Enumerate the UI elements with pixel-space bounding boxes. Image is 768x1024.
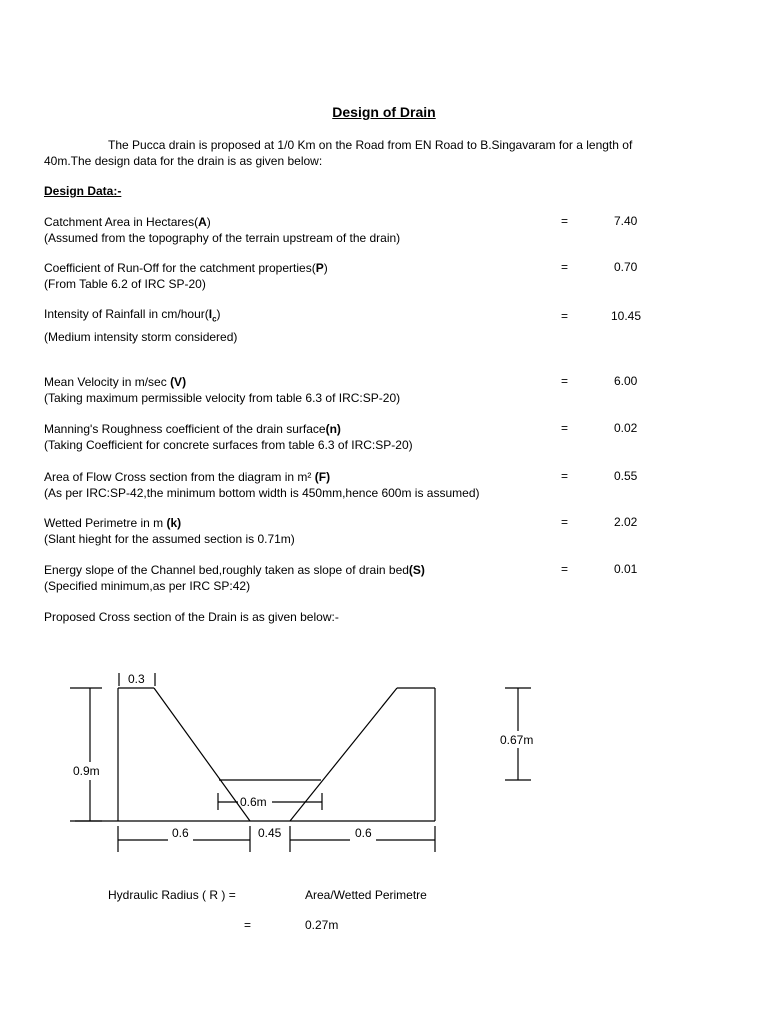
param-equals: = bbox=[561, 562, 569, 576]
hydraulic-radius-result: 0.27m bbox=[305, 918, 339, 932]
right-slope bbox=[290, 688, 397, 821]
hydraulic-radius-equals: = bbox=[244, 918, 252, 932]
param-mean-velocity bbox=[44, 374, 400, 406]
param-label: Catchment Area in Hectares( bbox=[44, 215, 199, 229]
param-equals: = bbox=[561, 469, 569, 483]
param-value: 10.45 bbox=[611, 309, 642, 323]
depth-label: 0.9m bbox=[73, 764, 100, 778]
param-energy-slope bbox=[44, 562, 425, 594]
param-equals: = bbox=[561, 260, 569, 274]
param-value: 2.02 bbox=[614, 515, 638, 529]
hydraulic-radius-formula: Area/Wetted Perimetre bbox=[305, 888, 427, 902]
param-symbol: I bbox=[208, 307, 213, 321]
param-symbol: (k) bbox=[166, 516, 182, 530]
param-label: Area of Flow Cross section from the diagram in m² bbox=[44, 470, 315, 484]
flow-depth-label: 0.67m bbox=[500, 733, 534, 747]
param-equals: = bbox=[561, 421, 569, 435]
intro-paragraph bbox=[44, 137, 644, 169]
param-label: Intensity of Rainfall in cm/hour( bbox=[44, 307, 209, 321]
intro-text: The Pucca drain is proposed at 1/0 Km on the Road from EN Road to B.Singavaram for a length of 40m.The design data for the drain is as given below: bbox=[44, 138, 633, 168]
param-label-end: ) bbox=[323, 261, 328, 275]
param-flow-area bbox=[44, 469, 480, 501]
param-equals: = bbox=[561, 374, 569, 388]
param-note: (Specified minimum,as per IRC SP:42) bbox=[44, 579, 251, 593]
param-label: Mean Velocity in m/sec bbox=[44, 375, 171, 389]
left-slope bbox=[154, 688, 250, 821]
param-rainfall-intensity bbox=[44, 306, 237, 345]
param-note: (From Table 6.2 of IRC SP-20) bbox=[44, 277, 206, 291]
param-value: 7.40 bbox=[614, 214, 638, 228]
param-equals: = bbox=[561, 214, 569, 228]
param-label: Coefficient of Run-Off for the catchment properties( bbox=[44, 261, 316, 275]
flow-width-label: 0.6m bbox=[240, 795, 267, 809]
param-value: 0.70 bbox=[614, 260, 638, 274]
page-title: Design of Drain bbox=[332, 104, 436, 120]
param-symbol: (V) bbox=[170, 375, 187, 389]
param-label-end: ) bbox=[206, 215, 211, 229]
param-label: Manning's Roughness coefficient of the drain surface bbox=[44, 422, 326, 436]
param-note: (Taking maximum permissible velocity from table 6.3 of IRC:SP-20) bbox=[44, 391, 401, 405]
param-label: Wetted Perimetre in m bbox=[44, 516, 167, 530]
param-note: (Slant hieght for the assumed section is 0.71m) bbox=[44, 532, 295, 546]
design-data-heading: Design Data:- bbox=[44, 184, 122, 198]
param-note: (Medium intensity storm considered) bbox=[44, 330, 238, 345]
param-runoff-coefficient bbox=[44, 260, 328, 292]
param-symbol: (S) bbox=[408, 563, 425, 577]
param-label-end: ) bbox=[216, 307, 221, 321]
bottom-left-label: 0.6 bbox=[172, 826, 189, 840]
param-symbol: P bbox=[315, 261, 324, 275]
param-value: 0.55 bbox=[614, 469, 638, 483]
param-symbol: A bbox=[198, 215, 207, 229]
param-label: Energy slope of the Channel bed,roughly taken as slope of drain bed bbox=[44, 563, 409, 577]
hydraulic-radius-label: Hydraulic Radius ( R ) = bbox=[108, 888, 236, 902]
param-note: (As per IRC:SP-42,the minimum bottom width is 450mm,hence 600m is assumed) bbox=[44, 486, 480, 500]
param-value: 0.01 bbox=[614, 562, 638, 576]
param-symbol: (F) bbox=[314, 470, 331, 484]
param-subscript: c bbox=[212, 314, 217, 324]
proposed-cross-section-text: Proposed Cross section of the Drain is as given below:- bbox=[44, 610, 339, 624]
bottom-mid-label: 0.45 bbox=[258, 826, 282, 840]
param-equals: = bbox=[561, 515, 569, 529]
param-note: (Assumed from the topography of the terrain upstream of the drain) bbox=[44, 231, 401, 245]
bottom-right-label: 0.6 bbox=[355, 826, 372, 840]
param-symbol: (n) bbox=[325, 422, 341, 436]
param-note: (Taking Coefficient for concrete surfaces from table 6.3 of IRC:SP-20) bbox=[44, 438, 413, 452]
param-value: 6.00 bbox=[614, 374, 638, 388]
param-value: 0.02 bbox=[614, 421, 638, 435]
param-wetted-perimetre bbox=[44, 515, 295, 547]
param-catchment-area bbox=[44, 214, 400, 246]
drain-cross-section-diagram bbox=[0, 660, 768, 860]
top-width-label: 0.3 bbox=[128, 672, 145, 686]
param-equals: = bbox=[561, 309, 569, 323]
param-mannings-coefficient bbox=[44, 421, 413, 453]
